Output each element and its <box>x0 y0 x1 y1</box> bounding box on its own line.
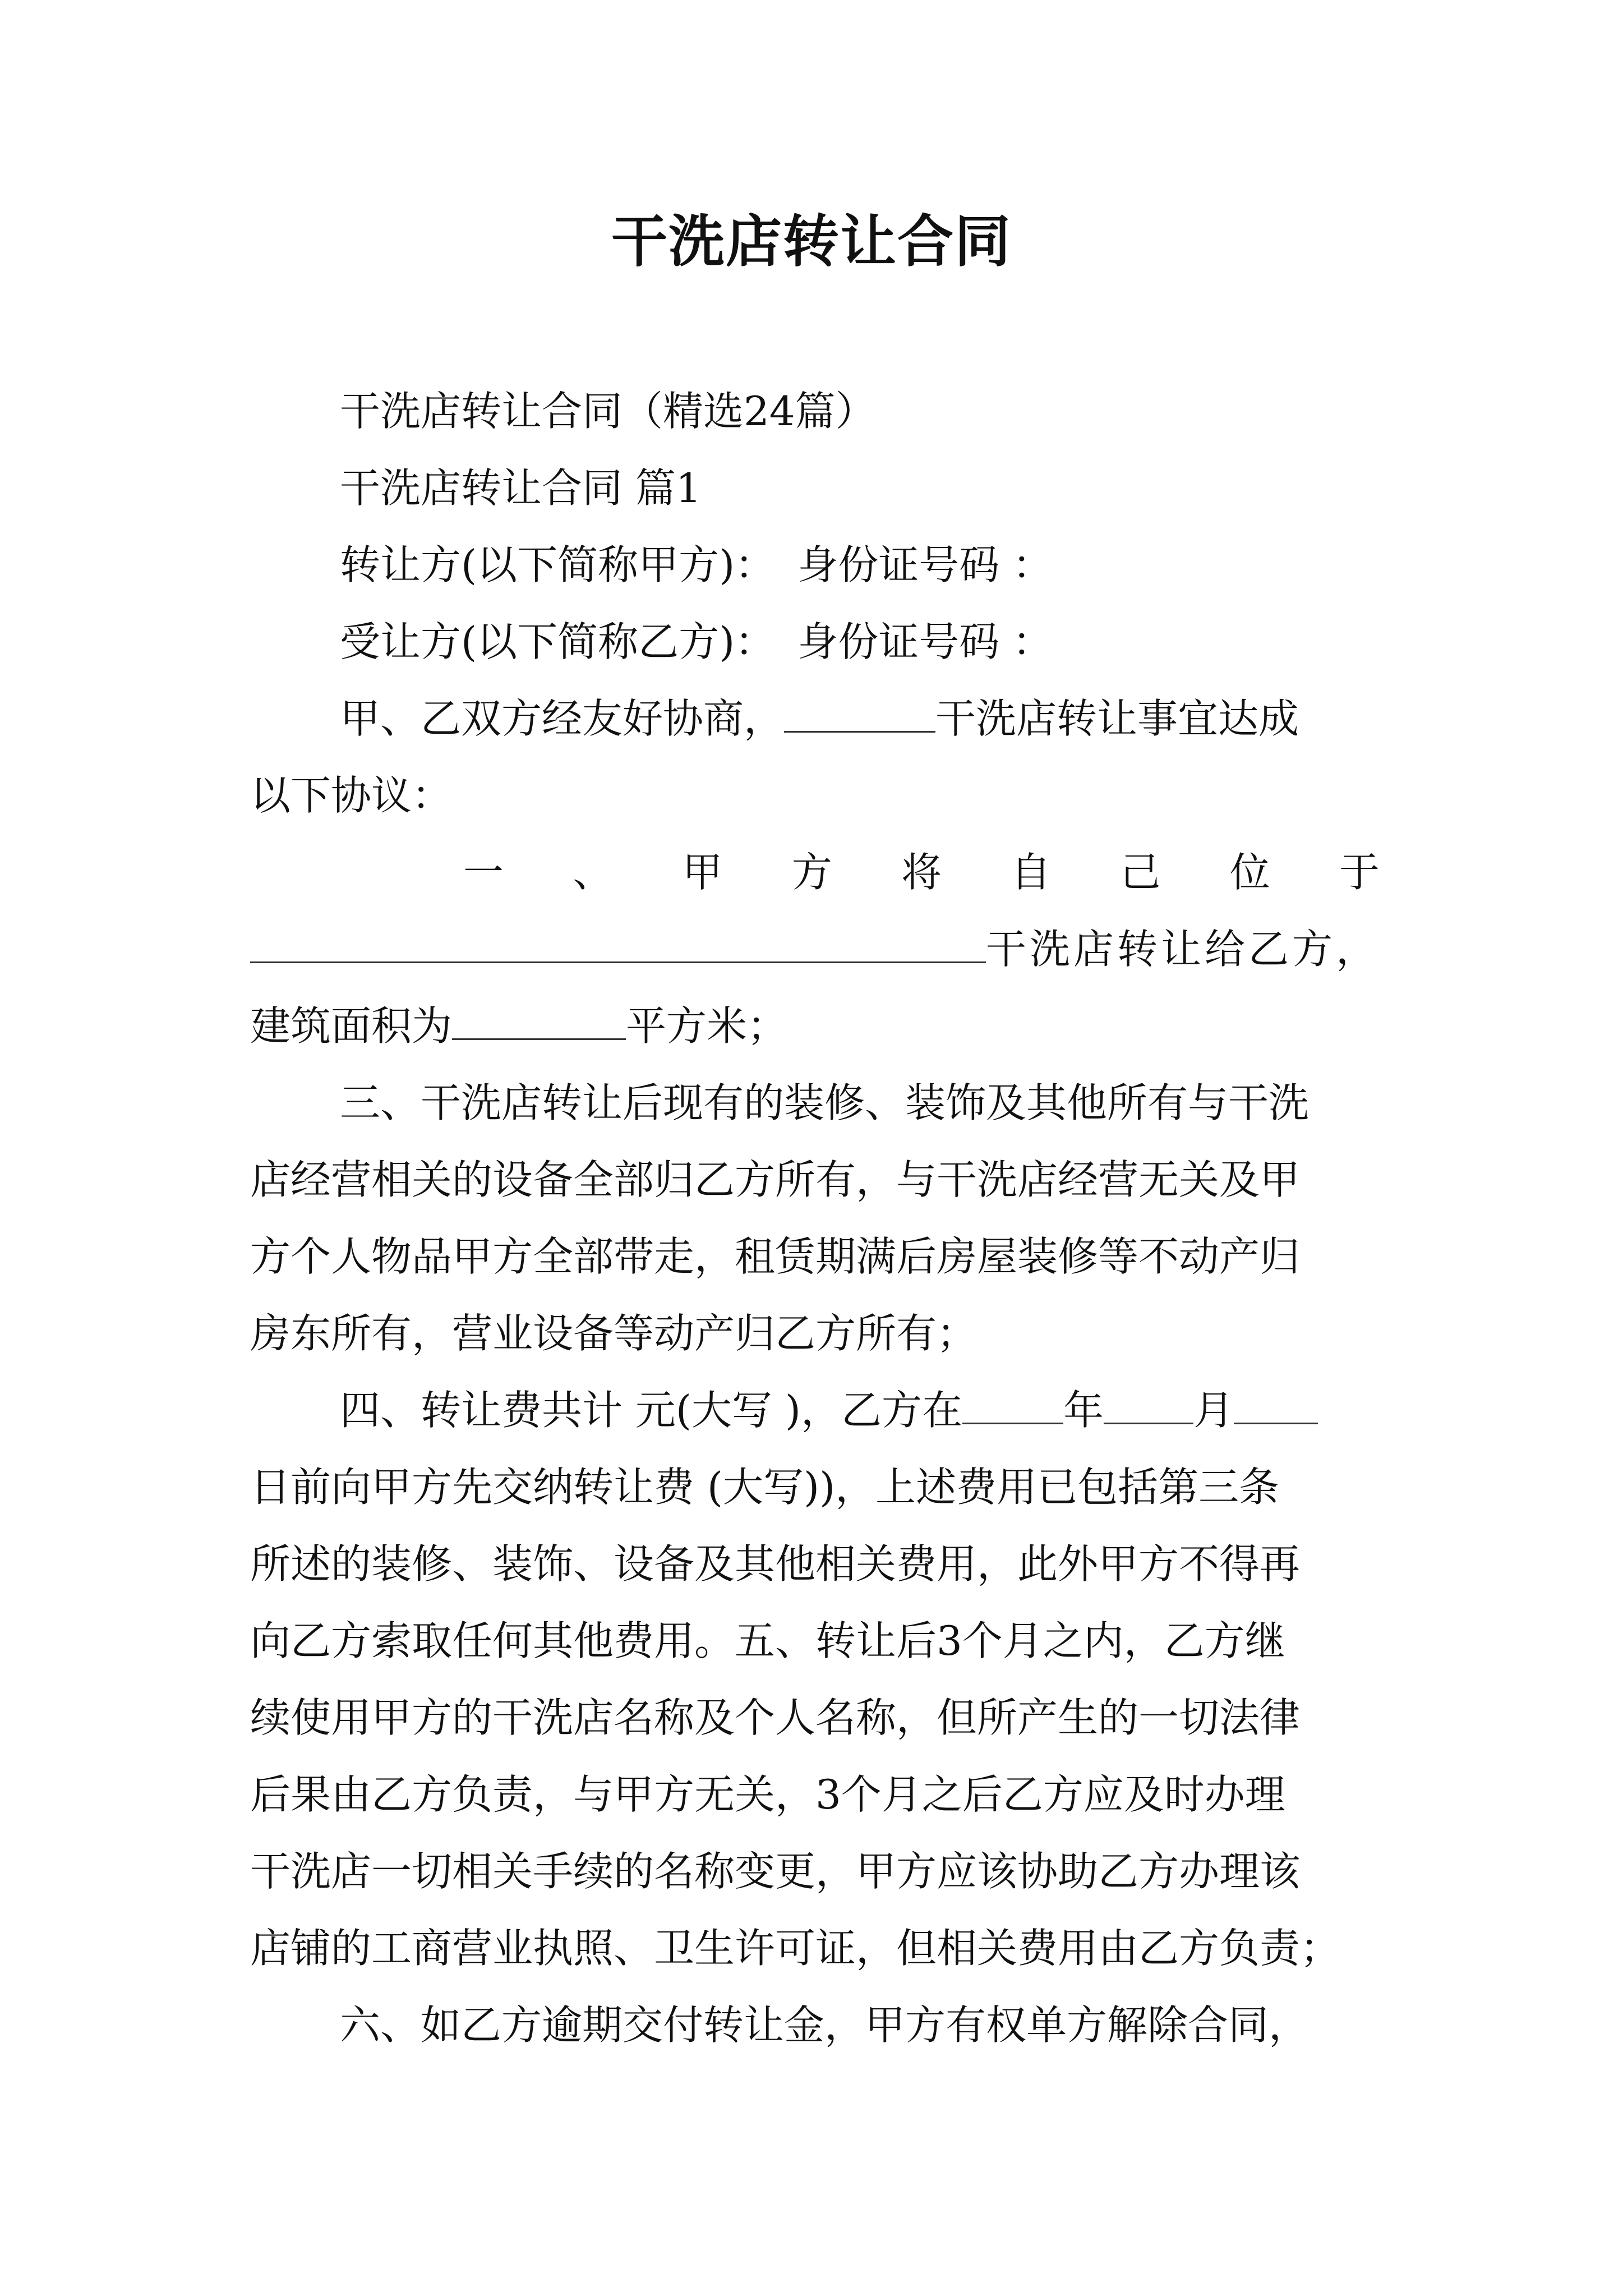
clause1-char: 将 <box>901 849 942 896</box>
clause1-line <box>250 834 1380 911</box>
day-blank <box>1234 1389 1318 1424</box>
area-blank <box>452 1005 626 1040</box>
year-label: 年 <box>1063 1387 1104 1434</box>
clause1-char: 己 <box>1120 849 1161 896</box>
clause1-line-3 <box>250 988 1380 1065</box>
clause1-tail: 干洗店转让给乙方， <box>985 926 1380 973</box>
clause1-char: 甲 <box>682 849 723 896</box>
year-blank <box>962 1389 1063 1424</box>
clause1-char: 于 <box>1339 849 1380 896</box>
intro-line-2: 以下协议： <box>250 772 453 819</box>
clause4-line: 干洗店一切相关手续的名称变更，甲方应该协助乙方办理该 <box>250 1848 1301 1895</box>
store-name-blank <box>784 697 935 733</box>
clause3-line: 房东所有，营业设备等动产归乙方所有； <box>250 1310 978 1357</box>
clause3-line: 店经营相关的设备全部归乙方所有，与干洗店经营无关及甲 <box>250 1156 1301 1203</box>
transferee-line <box>250 604 1380 680</box>
clause1-char: 一 <box>463 849 504 896</box>
clause1-char: 自 <box>1011 849 1052 896</box>
transferee-id-label: 身份证号码 ： <box>797 618 1053 665</box>
area-label: 建筑面积为 <box>250 1002 453 1050</box>
clause4-line <box>250 1372 1380 1449</box>
clause4-line: 向乙方索取任何其他费用。五、转让后3个月之内，乙方继 <box>250 1617 1285 1664</box>
clause4-line: 所述的装修、装饰、设备及其他相关费用，此外甲方不得再 <box>250 1540 1301 1588</box>
clause4-line: 续使用甲方的干洗店名称及个人名称，但所产生的一切法律 <box>250 1694 1301 1741</box>
transferor-label: 转让方(以下简称甲方)： <box>340 541 776 588</box>
clause1-char: 位 <box>1229 849 1270 896</box>
month-label: 月 <box>1193 1387 1234 1434</box>
clause1-char: 、 <box>573 849 614 896</box>
intro-line <box>250 680 1380 757</box>
transferor-id-label: 身份证号码 ： <box>797 541 1053 588</box>
clause4-line: 日前向甲方先交纳转让费 (大写))，上述费用已包括第三条 <box>250 1464 1280 1511</box>
intro-text-a: 甲、乙双方经友好协商， <box>340 695 785 742</box>
clause1-char: 方 <box>791 849 832 896</box>
clause4-text: 四、转让费共计 元(大写 )，乙方在 <box>340 1387 962 1434</box>
clause4-line: 店铺的工商营业执照、卫生许可证，但相关费用由乙方负责； <box>250 1925 1341 1972</box>
clause3-line: 方个人物品甲方全部带走，租赁期满后房屋装修等不动产归 <box>250 1233 1301 1280</box>
month-blank <box>1104 1389 1193 1424</box>
transferee-label: 受让方(以下简称乙方)： <box>340 618 776 665</box>
section-heading: 干洗店转让合同 篇1 <box>340 464 702 512</box>
document-body <box>250 373 1380 2064</box>
clause1-line-2 <box>250 911 1380 988</box>
location-blank <box>250 928 986 963</box>
document-title: 干洗店转让合同 <box>611 208 1012 274</box>
clause3-line: 三、干洗店转让后现有的装修、装饰及其他所有与干洗 <box>340 1079 1310 1126</box>
transferor-line <box>250 527 1380 604</box>
intro-text-b: 干洗店转让事宜达成 <box>935 695 1299 742</box>
area-unit: 平方米； <box>626 1002 788 1050</box>
clause4-line: 后果由乙方负责，与甲方无关，3个月之后乙方应及时办理 <box>250 1771 1285 1818</box>
clause6-line: 六、如乙方逾期交付转让金，甲方有权单方解除合同， <box>340 2001 1310 2049</box>
subtitle: 干洗店转让合同（精选24篇） <box>340 388 876 435</box>
